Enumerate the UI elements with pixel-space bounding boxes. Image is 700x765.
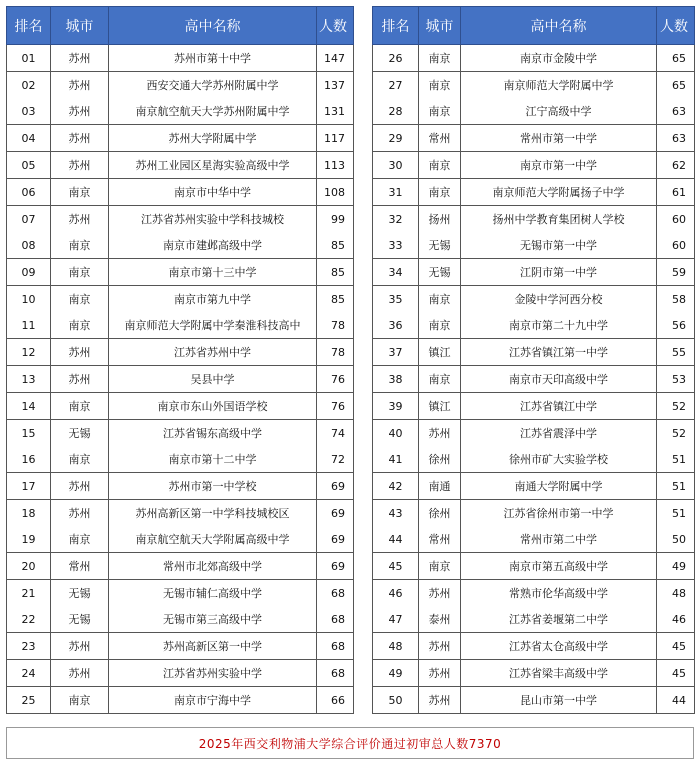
cell-city: 常州 <box>51 553 109 580</box>
cell-rank: 44 <box>373 526 419 553</box>
cell-rank: 14 <box>7 393 51 420</box>
cell-rank: 15 <box>7 420 51 447</box>
cell-school: 南京师范大学附属扬子中学 <box>461 179 657 206</box>
cell-count: 53 <box>657 366 695 393</box>
cell-count: 65 <box>657 72 695 99</box>
cell-rank: 17 <box>7 473 51 500</box>
cell-count: 60 <box>657 206 695 233</box>
table-row <box>7 606 354 633</box>
table-row <box>373 152 695 179</box>
cell-school: 南京航空航天大学苏州附属中学 <box>109 98 317 125</box>
header-city: 城市 <box>51 7 109 45</box>
cell-city: 苏州 <box>419 687 461 714</box>
cell-city: 南京 <box>51 259 109 286</box>
cell-city: 苏州 <box>419 633 461 660</box>
header-school: 高中名称 <box>461 7 657 45</box>
cell-rank: 20 <box>7 553 51 580</box>
cell-count: 69 <box>317 553 354 580</box>
table-row <box>373 286 695 313</box>
cell-count: 68 <box>317 580 354 607</box>
cell-school: 南京市第二十九中学 <box>461 312 657 339</box>
cell-rank: 45 <box>373 553 419 580</box>
cell-school: 南京市金陵中学 <box>461 45 657 72</box>
table-row <box>7 473 354 500</box>
cell-school: 南京市第十三中学 <box>109 259 317 286</box>
table-row <box>373 393 695 420</box>
cell-city: 无锡 <box>51 420 109 447</box>
cell-city: 苏州 <box>51 125 109 152</box>
cell-school: 江苏省太仓高级中学 <box>461 633 657 660</box>
cell-rank: 35 <box>373 286 419 313</box>
table-row <box>373 606 695 633</box>
table-row <box>373 687 695 714</box>
cell-count: 74 <box>317 420 354 447</box>
cell-rank: 47 <box>373 606 419 633</box>
cell-school: 扬州中学教育集团树人学校 <box>461 206 657 233</box>
table-row <box>7 125 354 152</box>
cell-rank: 12 <box>7 339 51 366</box>
cell-count: 68 <box>317 606 354 633</box>
cell-city: 徐州 <box>419 500 461 527</box>
cell-school: 南京市第九中学 <box>109 286 317 313</box>
cell-city: 南京 <box>51 526 109 553</box>
cell-count: 117 <box>317 125 354 152</box>
cell-rank: 13 <box>7 366 51 393</box>
cell-city: 苏州 <box>51 45 109 72</box>
cell-rank: 01 <box>7 45 51 72</box>
table-row <box>373 125 695 152</box>
cell-city: 苏州 <box>419 420 461 447</box>
cell-school: 江阴市第一中学 <box>461 259 657 286</box>
cell-rank: 03 <box>7 98 51 125</box>
cell-city: 南京 <box>419 179 461 206</box>
table-row <box>7 633 354 660</box>
cell-count: 45 <box>657 660 695 687</box>
cell-school: 江苏省苏州实验中学 <box>109 660 317 687</box>
table-row <box>373 312 695 339</box>
cell-school: 无锡市第三高级中学 <box>109 606 317 633</box>
cell-school: 徐州市矿大实验学校 <box>461 446 657 473</box>
table-row <box>7 553 354 580</box>
table-row <box>373 206 695 233</box>
cell-rank: 18 <box>7 500 51 527</box>
table-row <box>7 446 354 473</box>
table-row <box>373 232 695 259</box>
cell-count: 147 <box>317 45 354 72</box>
cell-rank: 24 <box>7 660 51 687</box>
cell-count: 51 <box>657 446 695 473</box>
table-row <box>7 152 354 179</box>
cell-city: 扬州 <box>419 206 461 233</box>
header-city: 城市 <box>419 7 461 45</box>
table-row <box>7 366 354 393</box>
cell-school: 南京市宁海中学 <box>109 687 317 714</box>
cell-rank: 28 <box>373 98 419 125</box>
cell-city: 无锡 <box>419 259 461 286</box>
cell-count: 62 <box>657 152 695 179</box>
cell-rank: 23 <box>7 633 51 660</box>
cell-school: 昆山市第一中学 <box>461 687 657 714</box>
cell-city: 苏州 <box>51 500 109 527</box>
cell-rank: 02 <box>7 72 51 99</box>
cell-school: 南京市天印高级中学 <box>461 366 657 393</box>
cell-rank: 42 <box>373 473 419 500</box>
cell-count: 66 <box>317 687 354 714</box>
cell-school: 南京师范大学附属中学秦淮科技高中 <box>109 312 317 339</box>
cell-rank: 36 <box>373 312 419 339</box>
cell-city: 苏州 <box>419 660 461 687</box>
cell-school: 常州市北郊高级中学 <box>109 553 317 580</box>
table-header-row <box>7 7 354 45</box>
table-row <box>7 687 354 714</box>
table-row <box>373 339 695 366</box>
cell-count: 63 <box>657 125 695 152</box>
cell-rank: 34 <box>373 259 419 286</box>
cell-count: 68 <box>317 660 354 687</box>
table-row <box>7 339 354 366</box>
cell-city: 苏州 <box>51 152 109 179</box>
cell-school: 江苏省苏州中学 <box>109 339 317 366</box>
cell-count: 46 <box>657 606 695 633</box>
table-row <box>7 206 354 233</box>
cell-count: 69 <box>317 526 354 553</box>
cell-city: 南京 <box>419 152 461 179</box>
table-row <box>373 660 695 687</box>
cell-rank: 22 <box>7 606 51 633</box>
cell-school: 江苏省镇江中学 <box>461 393 657 420</box>
cell-school: 江宁高级中学 <box>461 98 657 125</box>
cell-count: 65 <box>657 45 695 72</box>
cell-school: 南京市东山外国语学校 <box>109 393 317 420</box>
cell-school: 常州市第一中学 <box>461 125 657 152</box>
cell-city: 南京 <box>51 393 109 420</box>
ranking-rows-left <box>7 45 354 714</box>
cell-count: 60 <box>657 232 695 259</box>
table-row <box>7 500 354 527</box>
cell-rank: 50 <box>373 687 419 714</box>
table-row <box>7 45 354 72</box>
cell-count: 78 <box>317 339 354 366</box>
table-row <box>373 473 695 500</box>
table-row <box>7 286 354 313</box>
cell-rank: 31 <box>373 179 419 206</box>
header-count: 人数 <box>657 7 695 45</box>
cell-school: 南京航空航天大学附属高级中学 <box>109 526 317 553</box>
cell-rank: 25 <box>7 687 51 714</box>
cell-rank: 06 <box>7 179 51 206</box>
cell-school: 南京市中华中学 <box>109 179 317 206</box>
ranking-table-right <box>372 6 695 714</box>
table-row <box>7 580 354 607</box>
cell-city: 泰州 <box>419 606 461 633</box>
cell-city: 苏州 <box>51 339 109 366</box>
cell-rank: 49 <box>373 660 419 687</box>
table-row <box>373 98 695 125</box>
cell-school: 南京市第十二中学 <box>109 446 317 473</box>
cell-school: 江苏省震泽中学 <box>461 420 657 447</box>
cell-city: 南通 <box>419 473 461 500</box>
cell-rank: 11 <box>7 312 51 339</box>
cell-city: 南京 <box>419 72 461 99</box>
cell-rank: 37 <box>373 339 419 366</box>
cell-rank: 48 <box>373 633 419 660</box>
cell-count: 49 <box>657 553 695 580</box>
cell-school: 苏州大学附属中学 <box>109 125 317 152</box>
footer-total-note: 2025年西交利物浦大学综合评价通过初审总人数7370 <box>6 727 694 759</box>
cell-count: 44 <box>657 687 695 714</box>
cell-count: 85 <box>317 259 354 286</box>
ranking-rows-right <box>373 45 695 714</box>
cell-school: 常熟市伦华高级中学 <box>461 580 657 607</box>
cell-school: 江苏省徐州市第一中学 <box>461 500 657 527</box>
cell-city: 南京 <box>51 312 109 339</box>
cell-school: 苏州市第十中学 <box>109 45 317 72</box>
cell-count: 113 <box>317 152 354 179</box>
table-row <box>7 526 354 553</box>
cell-count: 108 <box>317 179 354 206</box>
cell-city: 苏州 <box>419 580 461 607</box>
cell-count: 76 <box>317 393 354 420</box>
cell-city: 无锡 <box>51 606 109 633</box>
cell-city: 徐州 <box>419 446 461 473</box>
cell-city: 苏州 <box>51 366 109 393</box>
cell-city: 南京 <box>419 286 461 313</box>
cell-city: 苏州 <box>51 98 109 125</box>
header-rank: 排名 <box>7 7 51 45</box>
cell-city: 南京 <box>51 446 109 473</box>
cell-city: 常州 <box>419 526 461 553</box>
cell-rank: 19 <box>7 526 51 553</box>
cell-count: 52 <box>657 420 695 447</box>
table-row <box>7 72 354 99</box>
table-row <box>373 633 695 660</box>
cell-rank: 16 <box>7 446 51 473</box>
cell-school: 无锡市辅仁高级中学 <box>109 580 317 607</box>
cell-school: 金陵中学河西分校 <box>461 286 657 313</box>
cell-rank: 32 <box>373 206 419 233</box>
cell-count: 63 <box>657 98 695 125</box>
cell-school: 南京师范大学附属中学 <box>461 72 657 99</box>
cell-school: 南通大学附属中学 <box>461 473 657 500</box>
table-row <box>7 179 354 206</box>
table-row <box>373 420 695 447</box>
cell-rank: 26 <box>373 45 419 72</box>
cell-school: 西安交通大学苏州附属中学 <box>109 72 317 99</box>
cell-school: 吴县中学 <box>109 366 317 393</box>
cell-city: 南京 <box>419 553 461 580</box>
cell-rank: 21 <box>7 580 51 607</box>
table-row <box>373 553 695 580</box>
cell-rank: 38 <box>373 366 419 393</box>
cell-count: 45 <box>657 633 695 660</box>
cell-count: 131 <box>317 98 354 125</box>
cell-city: 南京 <box>419 366 461 393</box>
cell-rank: 27 <box>373 72 419 99</box>
cell-city: 镇江 <box>419 339 461 366</box>
cell-city: 南京 <box>51 286 109 313</box>
cell-school: 苏州高新区第一中学 <box>109 633 317 660</box>
cell-school: 无锡市第一中学 <box>461 232 657 259</box>
cell-count: 56 <box>657 312 695 339</box>
cell-count: 78 <box>317 312 354 339</box>
table-row <box>373 45 695 72</box>
cell-count: 137 <box>317 72 354 99</box>
cell-city: 苏州 <box>51 206 109 233</box>
cell-city: 镇江 <box>419 393 461 420</box>
cell-city: 南京 <box>51 179 109 206</box>
cell-count: 51 <box>657 500 695 527</box>
cell-rank: 08 <box>7 232 51 259</box>
cell-city: 苏州 <box>51 72 109 99</box>
cell-school: 江苏省锡东高级中学 <box>109 420 317 447</box>
table-row <box>7 98 354 125</box>
table-row <box>7 393 354 420</box>
cell-count: 69 <box>317 473 354 500</box>
cell-count: 68 <box>317 633 354 660</box>
table-row <box>7 420 354 447</box>
header-count: 人数 <box>317 7 354 45</box>
cell-count: 58 <box>657 286 695 313</box>
table-row <box>373 580 695 607</box>
cell-city: 苏州 <box>51 473 109 500</box>
cell-count: 51 <box>657 473 695 500</box>
table-row <box>7 312 354 339</box>
cell-school: 南京市第五高级中学 <box>461 553 657 580</box>
cell-city: 无锡 <box>51 580 109 607</box>
table-row <box>373 366 695 393</box>
cell-city: 苏州 <box>51 633 109 660</box>
cell-school: 江苏省镇江第一中学 <box>461 339 657 366</box>
cell-school: 江苏省梁丰高级中学 <box>461 660 657 687</box>
cell-city: 无锡 <box>419 232 461 259</box>
cell-count: 99 <box>317 206 354 233</box>
cell-school: 江苏省苏州实验中学科技城校 <box>109 206 317 233</box>
cell-count: 72 <box>317 446 354 473</box>
cell-count: 52 <box>657 393 695 420</box>
table-header-row <box>373 7 695 45</box>
cell-rank: 30 <box>373 152 419 179</box>
cell-rank: 43 <box>373 500 419 527</box>
cell-count: 85 <box>317 286 354 313</box>
header-school: 高中名称 <box>109 7 317 45</box>
cell-rank: 41 <box>373 446 419 473</box>
cell-rank: 33 <box>373 232 419 259</box>
cell-rank: 39 <box>373 393 419 420</box>
cell-city: 南京 <box>419 45 461 72</box>
cell-school: 苏州高新区第一中学科技城校区 <box>109 500 317 527</box>
cell-rank: 46 <box>373 580 419 607</box>
cell-count: 59 <box>657 259 695 286</box>
cell-rank: 40 <box>373 420 419 447</box>
table-row <box>373 446 695 473</box>
table-row <box>373 72 695 99</box>
table-row <box>373 526 695 553</box>
cell-school: 苏州市第一中学校 <box>109 473 317 500</box>
table-row <box>7 660 354 687</box>
cell-rank: 29 <box>373 125 419 152</box>
cell-count: 50 <box>657 526 695 553</box>
cell-city: 南京 <box>51 687 109 714</box>
cell-rank: 10 <box>7 286 51 313</box>
cell-school: 南京市建邺高级中学 <box>109 232 317 259</box>
cell-rank: 09 <box>7 259 51 286</box>
cell-count: 55 <box>657 339 695 366</box>
cell-school: 常州市第二中学 <box>461 526 657 553</box>
table-row <box>373 500 695 527</box>
cell-school: 南京市第一中学 <box>461 152 657 179</box>
header-rank: 排名 <box>373 7 419 45</box>
cell-count: 61 <box>657 179 695 206</box>
cell-rank: 07 <box>7 206 51 233</box>
cell-rank: 04 <box>7 125 51 152</box>
table-row <box>7 259 354 286</box>
cell-city: 常州 <box>419 125 461 152</box>
cell-school: 江苏省姜堰第二中学 <box>461 606 657 633</box>
cell-city: 南京 <box>51 232 109 259</box>
table-row <box>373 179 695 206</box>
cell-count: 85 <box>317 232 354 259</box>
cell-count: 69 <box>317 500 354 527</box>
table-row <box>373 259 695 286</box>
table-row <box>7 232 354 259</box>
cell-count: 76 <box>317 366 354 393</box>
cell-count: 48 <box>657 580 695 607</box>
cell-city: 苏州 <box>51 660 109 687</box>
cell-rank: 05 <box>7 152 51 179</box>
cell-school: 苏州工业园区星海实验高级中学 <box>109 152 317 179</box>
cell-city: 南京 <box>419 98 461 125</box>
ranking-table-left <box>6 6 354 714</box>
cell-city: 南京 <box>419 312 461 339</box>
